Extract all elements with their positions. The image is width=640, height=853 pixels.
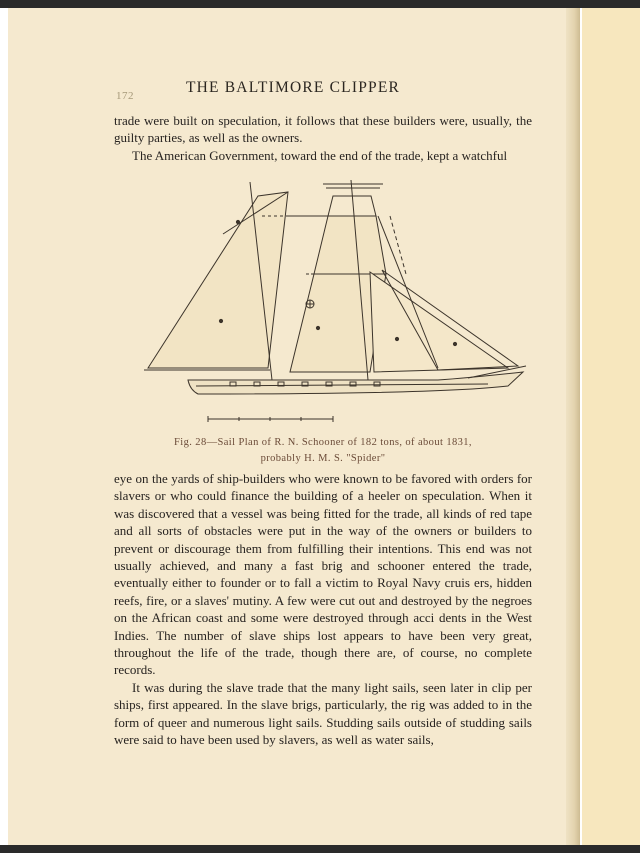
main-sail: [148, 192, 288, 368]
top-border: [0, 0, 640, 8]
paragraph: The American Government, toward the end of the trade, kept a watchful: [132, 147, 508, 163]
paragraph: trade were built on speculation, it follows that these builders were, usually, the guilty parties, as well as the owners.: [114, 113, 532, 146]
paragraph: eye on the yards of ship-builders who were known to be favored with orders for slavers or who could finance the building of a heeler on speculation. When it was discovered that a vessel was being fitted for the trade, all kinds of red tape and all sorts of obstacles were put in the way of the owners or builders to prevent or discourage them from fulfilling their intentions. This end was not usually achieved, and many a fast brig and schooner entered the trade, eventually either to founder or to fall a victim to Royal Navy cruis ers, hidden reefs, fire, or a slaves' mutiny. A few were cut out and destroyed by the negroes on the African coast and some were destroyed through acci dents in the West Indies. The number of slave ships lost appears to have been very great, throughout the life of the trade, though there are, of course, no complete records.: [114, 471, 532, 678]
page-edge: [566, 8, 580, 845]
running-head: THE BALTIMORE CLIPPER: [185, 79, 401, 96]
figure-caption: [114, 435, 532, 467]
right-margin: [582, 8, 640, 845]
fore-topsail: [314, 216, 386, 274]
sail-plan-illustration: [138, 176, 528, 436]
page-number: 172: [116, 90, 134, 102]
caption-line-2: probably H. M. S. "Spider": [260, 453, 386, 464]
schooner-drawing: [144, 180, 526, 422]
bottom-border: [0, 845, 640, 853]
paragraph: It was during the slave trade that the many light sails, seen later in clip per ships, first appeared. In the slave brigs, particularly, the rig was added to in the form of queer and numerous light sails. Studding sails outside of studding sails were said to have been used by slavers, as well as water sails,: [114, 679, 532, 748]
body-text-top: [114, 112, 532, 164]
body-text-bottom: [114, 470, 532, 749]
fore-staysail: [370, 272, 508, 372]
caption-line-1: Fig. 28—Sail Plan of R. N. Schooner of 182 tons, of about 1831,: [174, 437, 472, 448]
book-page: [8, 8, 578, 845]
fore-topgallant: [328, 196, 376, 216]
